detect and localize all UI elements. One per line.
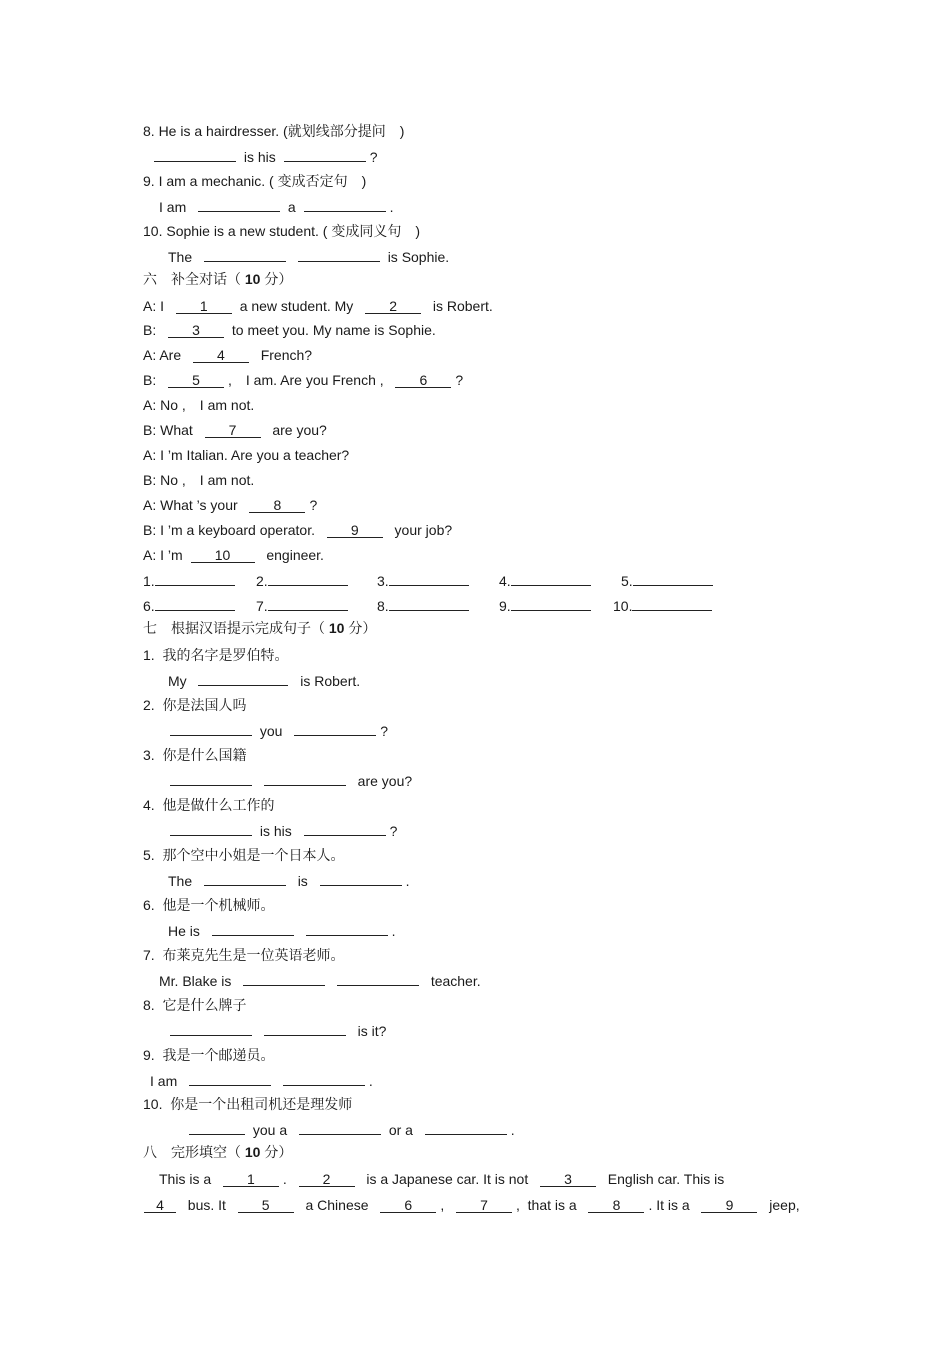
answer-row-1b: 2. xyxy=(256,571,352,589)
en-answer-4: is his ? xyxy=(166,821,397,839)
answer-9: I am a . xyxy=(159,199,394,215)
en-answer-1: My is Robert. xyxy=(168,673,361,689)
dialog-line-11: A: I ’m 10 engineer. xyxy=(143,547,324,563)
cloze-blank-1[interactable]: 1 xyxy=(223,1172,279,1187)
blank[interactable] xyxy=(170,1021,252,1036)
answer-blank-7[interactable] xyxy=(268,596,348,611)
dialog-line-1: A: I 1 a new student. My 2 is Robert. xyxy=(143,298,493,314)
en-answer-2: you ? xyxy=(166,721,388,739)
blank[interactable] xyxy=(243,971,325,986)
question-8: 8. He is a hairdresser. (就划线部分提问 ) xyxy=(143,123,405,139)
blank[interactable] xyxy=(337,971,419,986)
question-10: 10. Sophie is a new student. ( 变成同义句 ) xyxy=(143,223,420,239)
dialog-line-5: A: No , I am not. xyxy=(143,397,255,413)
cn-prompt-9: 9. 我是一个邮递员。 xyxy=(143,1047,275,1063)
cn-prompt-2: 2. 你是法国人吗 xyxy=(143,697,247,713)
answer-blank-8[interactable] xyxy=(389,596,469,611)
question-9: 9. I am a mechanic. ( 变成否定句 ) xyxy=(143,173,367,189)
section-8-heading: 八 完形填空（ 10 分） xyxy=(143,1144,293,1160)
blank[interactable] xyxy=(298,247,380,262)
blank[interactable] xyxy=(204,871,286,886)
blank[interactable] xyxy=(198,671,288,686)
dialog-line-4: B: 5 , I am. Are you French , 6 ? xyxy=(143,372,464,388)
answer-row-1d: 4. xyxy=(499,571,595,589)
answer-row-2e: 10. xyxy=(613,596,716,614)
answer-row-2b: 7. xyxy=(256,596,352,614)
blank[interactable] xyxy=(170,821,252,836)
answer-8: is his ? xyxy=(150,147,377,165)
blank[interactable] xyxy=(425,1120,507,1135)
answer-blank-1[interactable] xyxy=(155,571,235,586)
blank[interactable] xyxy=(320,871,402,886)
blank[interactable] xyxy=(284,147,366,162)
cloze-line-1: This is a 1 . 2 is a Japanese car. It is not 3 English car. This is xyxy=(159,1171,725,1187)
blank[interactable] xyxy=(294,721,376,736)
blank[interactable] xyxy=(198,197,280,212)
cloze-blank-9[interactable]: 9 xyxy=(701,1198,757,1213)
answer-10: The is Sophie. xyxy=(168,249,450,265)
cn-prompt-7: 7. 布莱克先生是一位英语老师。 xyxy=(143,947,345,963)
blank[interactable] xyxy=(170,721,252,736)
cn-prompt-8: 8. 它是什么牌子 xyxy=(143,997,247,1013)
en-answer-8: is it? xyxy=(166,1021,386,1039)
blank[interactable] xyxy=(299,1120,381,1135)
blank[interactable] xyxy=(304,197,386,212)
answer-row-1: 1. xyxy=(143,571,239,589)
dialog-line-8: B: No , I am not. xyxy=(143,472,255,488)
en-answer-6: He is . xyxy=(168,923,396,939)
dialog-line-2: B: 3 to meet you. My name is Sophie. xyxy=(143,322,436,338)
cloze-blank-8[interactable]: 8 xyxy=(588,1198,644,1213)
blank-8[interactable]: 8 xyxy=(249,498,305,513)
blank-4[interactable]: 4 xyxy=(193,348,249,363)
answer-blank-2[interactable] xyxy=(268,571,348,586)
answer-blank-6[interactable] xyxy=(155,596,235,611)
answer-row-2: 6. xyxy=(143,596,239,614)
blank-10[interactable]: 10 xyxy=(191,548,255,563)
answer-blank-9[interactable] xyxy=(511,596,591,611)
cn-prompt-4: 4. 他是做什么工作的 xyxy=(143,797,275,813)
cn-prompt-5: 5. 那个空中小姐是一个日本人。 xyxy=(143,847,345,863)
answer-blank-5[interactable] xyxy=(633,571,713,586)
blank[interactable] xyxy=(304,821,386,836)
cn-prompt-3: 3. 你是什么国籍 xyxy=(143,747,247,763)
dialog-line-10: B: I ’m a keyboard operator. 9 your job? xyxy=(143,522,453,538)
section-7-heading: 七 根据汉语提示完成句子（ 10 分） xyxy=(143,620,377,636)
blank[interactable] xyxy=(189,1120,245,1135)
cn-prompt-6: 6. 他是一个机械师。 xyxy=(143,897,275,913)
blank-2[interactable]: 2 xyxy=(365,299,421,314)
en-answer-10: you a or a . xyxy=(185,1120,515,1138)
cn-prompt-10: 10. 你是一个出租司机还是理发师 xyxy=(143,1096,353,1112)
blank-9[interactable]: 9 xyxy=(327,523,383,538)
blank[interactable] xyxy=(212,921,294,936)
answer-blank-3[interactable] xyxy=(389,571,469,586)
cloze-blank-2[interactable]: 2 xyxy=(299,1172,355,1187)
en-answer-5: The is . xyxy=(168,873,410,889)
answer-row-1e: 5. xyxy=(621,571,717,589)
answer-row-2c: 8. xyxy=(377,596,473,614)
en-answer-9: I am . xyxy=(150,1073,373,1089)
section-6-heading: 六 补全对话（ 10 分） xyxy=(143,271,293,287)
blank[interactable] xyxy=(189,1071,271,1086)
dialog-line-6: B: What 7 are you? xyxy=(143,422,327,438)
cloze-blank-4[interactable]: 4 xyxy=(144,1198,176,1213)
dialog-line-3: A: Are 4 French? xyxy=(143,347,313,363)
en-answer-3: are you? xyxy=(166,771,412,789)
blank[interactable] xyxy=(264,771,346,786)
dialog-line-9: A: What ’s your 8 ? xyxy=(143,497,318,513)
cloze-blank-7[interactable]: 7 xyxy=(456,1198,512,1213)
cloze-blank-5[interactable]: 5 xyxy=(238,1198,294,1213)
blank-7[interactable]: 7 xyxy=(205,423,261,438)
answer-blank-4[interactable] xyxy=(511,571,591,586)
en-answer-7: Mr. Blake is teacher. xyxy=(159,973,481,989)
blank[interactable] xyxy=(306,921,388,936)
cloze-blank-3[interactable]: 3 xyxy=(540,1172,596,1187)
blank-6[interactable]: 6 xyxy=(395,373,451,388)
blank-3[interactable]: 3 xyxy=(168,323,224,338)
blank[interactable] xyxy=(170,771,252,786)
blank[interactable] xyxy=(204,247,286,262)
blank[interactable] xyxy=(154,147,236,162)
blank-5[interactable]: 5 xyxy=(168,373,224,388)
blank[interactable] xyxy=(283,1071,365,1086)
cloze-blank-6[interactable]: 6 xyxy=(380,1198,436,1213)
dialog-line-7: A: I ’m Italian. Are you a teacher? xyxy=(143,447,350,463)
answer-row-2d: 9. xyxy=(499,596,595,614)
cn-prompt-1: 1. 我的名字是罗伯特。 xyxy=(143,647,289,663)
cloze-line-2: 4 bus. It 5 a Chinese 6 , 7 , that is a 8 . It is a 9 jeep, xyxy=(140,1196,800,1214)
answer-blank-10[interactable] xyxy=(632,596,712,611)
blank-1[interactable]: 1 xyxy=(176,299,232,314)
blank[interactable] xyxy=(264,1021,346,1036)
answer-row-1c: 3. xyxy=(377,571,473,589)
